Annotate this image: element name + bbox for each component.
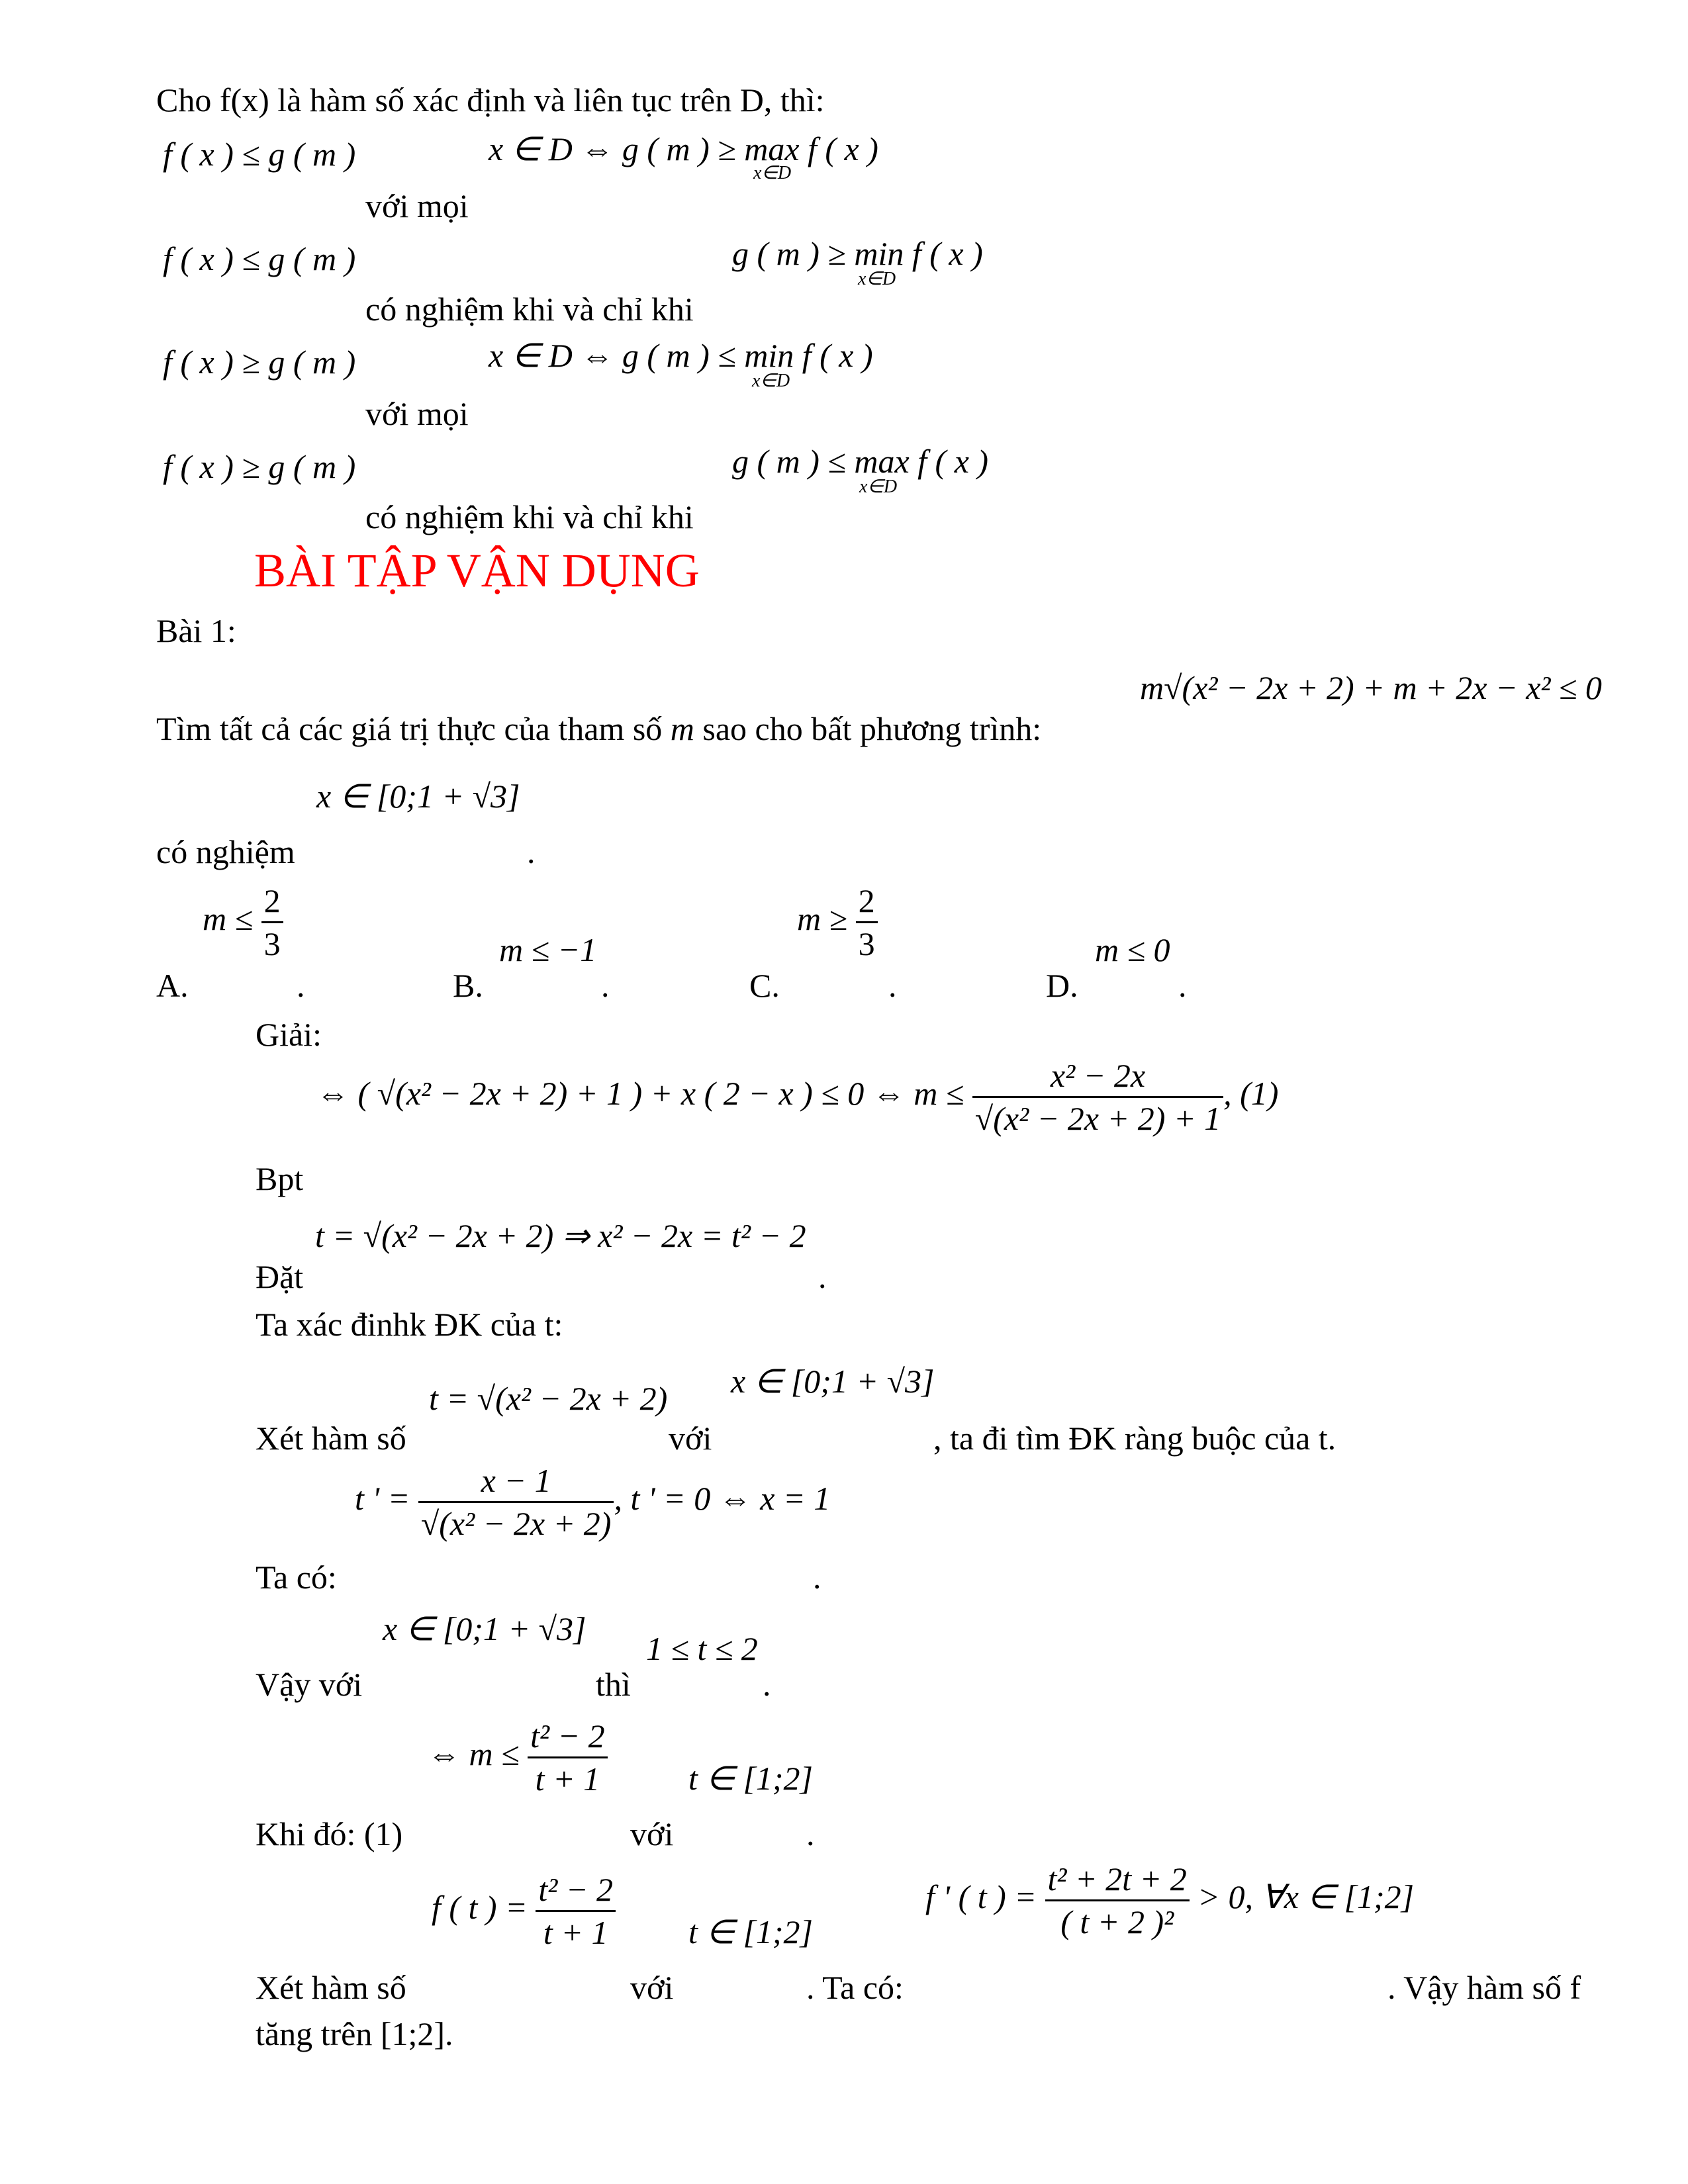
xet-function: t = √(x² − 2x + 2) <box>429 1380 668 1417</box>
problem-label: Bài 1: <box>156 612 236 649</box>
problem-period: . <box>527 833 536 870</box>
rule-2-lhs: f ( x ) ≤ g ( m ) <box>163 240 356 277</box>
bpt-label: Bpt <box>256 1160 304 1197</box>
rule-4-label: có nghiệm khi và chỉ khi <box>365 498 694 535</box>
conclusion: tăng trên [1;2]. <box>256 2015 453 2052</box>
khido-period: . <box>806 1815 815 1852</box>
rule-2-sub: x∈D <box>858 269 896 289</box>
xet-domain: x ∈ [0;1 + √3] <box>731 1363 935 1400</box>
rule-3-lhs: f ( x ) ≥ g ( m ) <box>163 343 356 381</box>
rule-4-lhs: f ( x ) ≥ g ( m ) <box>163 448 356 485</box>
xet-with: với <box>669 1420 712 1457</box>
option-d-letter: D. <box>1046 967 1078 1004</box>
statement-pre: Tìm tất cả các giá trị thực của tham số <box>156 710 671 747</box>
derivative-fraction: $\frac{x - 1}{\text{√(x² − 2x + 2)}}$ <box>418 1464 614 1540</box>
problem-domain: x ∈ [0;1 + √3] <box>316 778 520 815</box>
rule-3-label: với mọi <box>365 395 469 432</box>
derivative-t: t ' = $\frac{x - 1}{\text{√(x² − 2x + 2)}}$ , t ' = 0 ⇔ x = 1 <box>355 1462 831 1542</box>
vay-period: . <box>763 1666 771 1703</box>
option-c-value: m ≥ $\frac{2}{3}$ <box>797 884 878 960</box>
f-with: với <box>630 1969 674 2006</box>
rule-4-sub: x∈D <box>859 477 898 497</box>
thi-label: thì <box>596 1666 631 1703</box>
khido-label: Khi đó: (1) <box>256 1815 403 1852</box>
f-tail: . Vậy hàm số f <box>1387 1969 1581 2006</box>
option-c-letter: C. <box>749 967 780 1004</box>
intro-text: Cho f(x) là hàm số xác định và liên tục trên D, thì: <box>156 81 825 118</box>
section-heading: BÀI TẬP VẬN DỤNG <box>254 544 700 597</box>
option-d-value: m ≤ 0 <box>1095 931 1170 968</box>
statement-var: m <box>670 710 694 747</box>
option-a-letter: A. <box>156 967 189 1004</box>
option-b-letter: B. <box>453 967 483 1004</box>
xet-label: Xét hàm số <box>256 1420 406 1457</box>
solution-title: Giải: <box>256 1016 322 1053</box>
option-c-fraction: $\frac{2}{3}$ <box>856 884 878 960</box>
rule-1-lhs: f ( x ) ≤ g ( m ) <box>163 136 356 173</box>
rule-2-rhs: g ( m ) ≥ min f ( x ) <box>732 235 983 272</box>
taco-label: Ta có: <box>256 1559 337 1596</box>
t-range: 1 ≤ t ≤ 2 <box>646 1630 758 1667</box>
f-fraction: $\frac{\text{t² − 2}}{t + 1}$ <box>536 1873 616 1949</box>
dat-period: . <box>818 1258 827 1295</box>
vay-domain: x ∈ [0;1 + √3] <box>383 1610 586 1647</box>
f-prime-fraction: $\frac{\text{t² + 2t + 2}}{\text{( t + 2 )²}}$ <box>1045 1862 1190 1938</box>
option-a-dot: . <box>297 967 305 1004</box>
khido-domain: t ∈ [1;2] <box>688 1760 814 1797</box>
rule-1-label: với mọi <box>365 187 469 224</box>
khido-with: với <box>630 1815 674 1852</box>
f-label: Xét hàm số <box>256 1969 406 2006</box>
option-d-dot: . <box>1178 967 1187 1004</box>
vay-label: Vậy với <box>256 1666 363 1703</box>
option-c-dot: . <box>888 967 897 1004</box>
taco-period: . <box>813 1559 821 1596</box>
xet-tail: , ta đi tìm ĐK ràng buộc của t. <box>933 1420 1336 1457</box>
solution-eq1: ⇔ ( √(x² − 2x + 2) + 1 ) + x ( 2 − x ) ≤ 0 ⇔ m ≤ $\frac{\text{x² − 2x}}{\text{√(x² − 2x + 2) + 1}}$ , (1) <box>316 1057 1279 1137</box>
problem-has-solution: có nghiệm <box>156 833 295 870</box>
rule-3-sub: x∈D <box>752 371 790 391</box>
problem-inequality: m√(x² − 2x + 2) + m + 2x − x² ≤ 0 <box>1140 669 1602 706</box>
f-prime: f ' ( t ) = $\frac{\text{t² + 2t + 2}}{\text{( t + 2 )²}}$ > 0, ∀x ∈ [1;2] <box>925 1860 1415 1940</box>
dat-label: Đặt <box>256 1258 304 1295</box>
rule-1-sub: x∈D <box>753 163 792 183</box>
rule-2-label: có nghiệm khi và chỉ khi <box>365 291 694 328</box>
condition-line: Ta xác đinhk ĐK của t: <box>256 1306 563 1343</box>
f-definition: f ( t ) = $\frac{\text{t² − 2}}{t + 1}$ <box>432 1873 616 1949</box>
option-a-fraction: $\frac{2}{3}$ <box>261 884 283 960</box>
rule-1-rhs: x ∈ D ⇔ g ( m ) ≥ max f ( x ) <box>489 130 878 167</box>
rule-3-rhs: x ∈ D ⇔ g ( m ) ≤ min f ( x ) <box>489 337 873 374</box>
f-taco: . Ta có: <box>806 1969 904 2006</box>
option-a-value: m ≤ $\frac{2}{3}$ <box>203 884 283 960</box>
option-b-value: m ≤ −1 <box>499 931 597 968</box>
khido-fraction: $\frac{\text{t² − 2}}{t + 1}$ <box>528 1719 608 1796</box>
statement-post: sao cho bất phương trình: <box>694 710 1042 747</box>
option-b-dot: . <box>601 967 610 1004</box>
f-domain: t ∈ [1;2] <box>688 1913 814 1950</box>
khido-eq: ⇔ m ≤ $\frac{\text{t² − 2}}{t + 1}$ <box>428 1719 608 1796</box>
eq1-fraction: $\frac{\text{x² − 2x}}{\text{√(x² − 2x + 2) + 1}}$ <box>972 1059 1223 1135</box>
substitution-eq: t = √(x² − 2x + 2) ⇒ x² − 2x = t² − 2 <box>315 1217 806 1254</box>
problem-statement <box>156 712 1041 745</box>
rule-4-rhs: g ( m ) ≤ max f ( x ) <box>732 443 989 480</box>
